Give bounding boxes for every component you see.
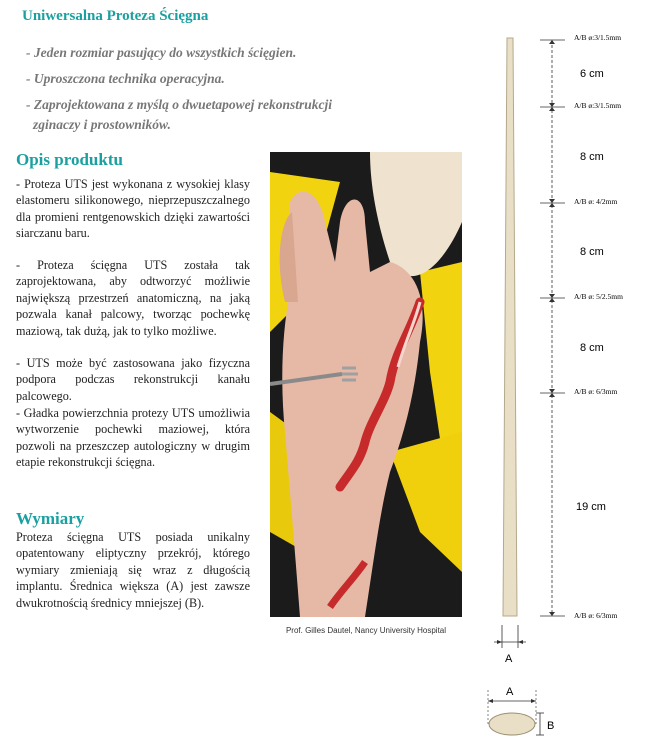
segment-length: 8 cm bbox=[580, 342, 604, 354]
diameter-marker: A/B ø:3/1.5mm bbox=[574, 33, 622, 42]
description-paragraph: - Gładka powierzchnia protezy UTS umożliwia wytworzenie pochewki maziowej, która pozwoli na przeszczep autologiczny w drugim etapie rekonstrukcji ścięgna. bbox=[16, 406, 250, 470]
segment-length: 8 cm bbox=[580, 246, 604, 258]
description-paragraph: - Proteza UTS jest wykonana z wysokiej klasy elastomeru silikonowego, nieprzepuszczalnego dla promieni rentgenowskich dzięki zawartości siarczanu baru. bbox=[16, 177, 250, 241]
surgery-photo-illustration bbox=[270, 152, 462, 617]
feature-item: - Jeden rozmiar pasujący do wszystkich ścięgien. bbox=[26, 45, 297, 60]
width-label: A bbox=[505, 653, 513, 665]
dimension-ticks bbox=[540, 40, 565, 616]
segment-length: 19 cm bbox=[576, 501, 606, 513]
cross-section-ellipse bbox=[489, 713, 535, 735]
diameter-marker: A/B ø:3/1.5mm bbox=[574, 101, 622, 110]
description-paragraph: - UTS może być zastosowana jako fizyczna podpora podczas rekonstrukcji kanału palcowego. bbox=[16, 356, 250, 403]
diameter-marker: A/B ø: 6/3mm bbox=[574, 387, 618, 396]
diameter-marker: A/B ø: 6/3mm bbox=[574, 611, 618, 620]
segment-length: 6 cm bbox=[580, 68, 604, 80]
feature-item: - Zaprojektowana z myślą o dwuetapowej rekonstrukcji bbox=[26, 97, 333, 112]
surgery-photo bbox=[270, 152, 462, 617]
diameter-marker: A/B ø: 5/2.5mm bbox=[574, 292, 623, 301]
segment-length: 8 cm bbox=[580, 151, 604, 163]
page-title: Uniwersalna Proteza Ścięgna bbox=[22, 8, 209, 24]
cross-section-a-label: A bbox=[506, 686, 514, 698]
dimensions-heading: Wymiary bbox=[16, 509, 85, 528]
implant-rod bbox=[503, 38, 517, 616]
cross-section-b-label: B bbox=[547, 720, 555, 732]
description-paragraph: - Proteza ścięgna UTS została tak zaprojektowana, aby odtworzyć możliwie największą przestrzeń anatomiczną, na jaką pozwala kanał palcowy, tworząc pochewkę maziową, tak dużą, jak to tylko możliwe. bbox=[16, 258, 250, 338]
implant-diagram bbox=[470, 30, 654, 755]
diameter-marker: A/B ø: 4/2mm bbox=[574, 197, 618, 206]
dimensions-text: Proteza ścięgna UTS posiada unikalny opatentowany eliptyczny przekrój, którego wymiary zmieniają się wraz z długością implantu. Średnica większa (A) jest zawsze dwukrotnością średnicy mniejszej (B). bbox=[16, 530, 250, 610]
feature-item: - Uproszczona technika operacyjna. bbox=[26, 71, 225, 86]
feature-item: zginaczy i prostowników. bbox=[33, 117, 171, 132]
photo-caption: Prof. Gilles Dautel, Nancy University Hospital bbox=[285, 626, 447, 635]
description-heading: Opis produktu bbox=[16, 150, 123, 169]
